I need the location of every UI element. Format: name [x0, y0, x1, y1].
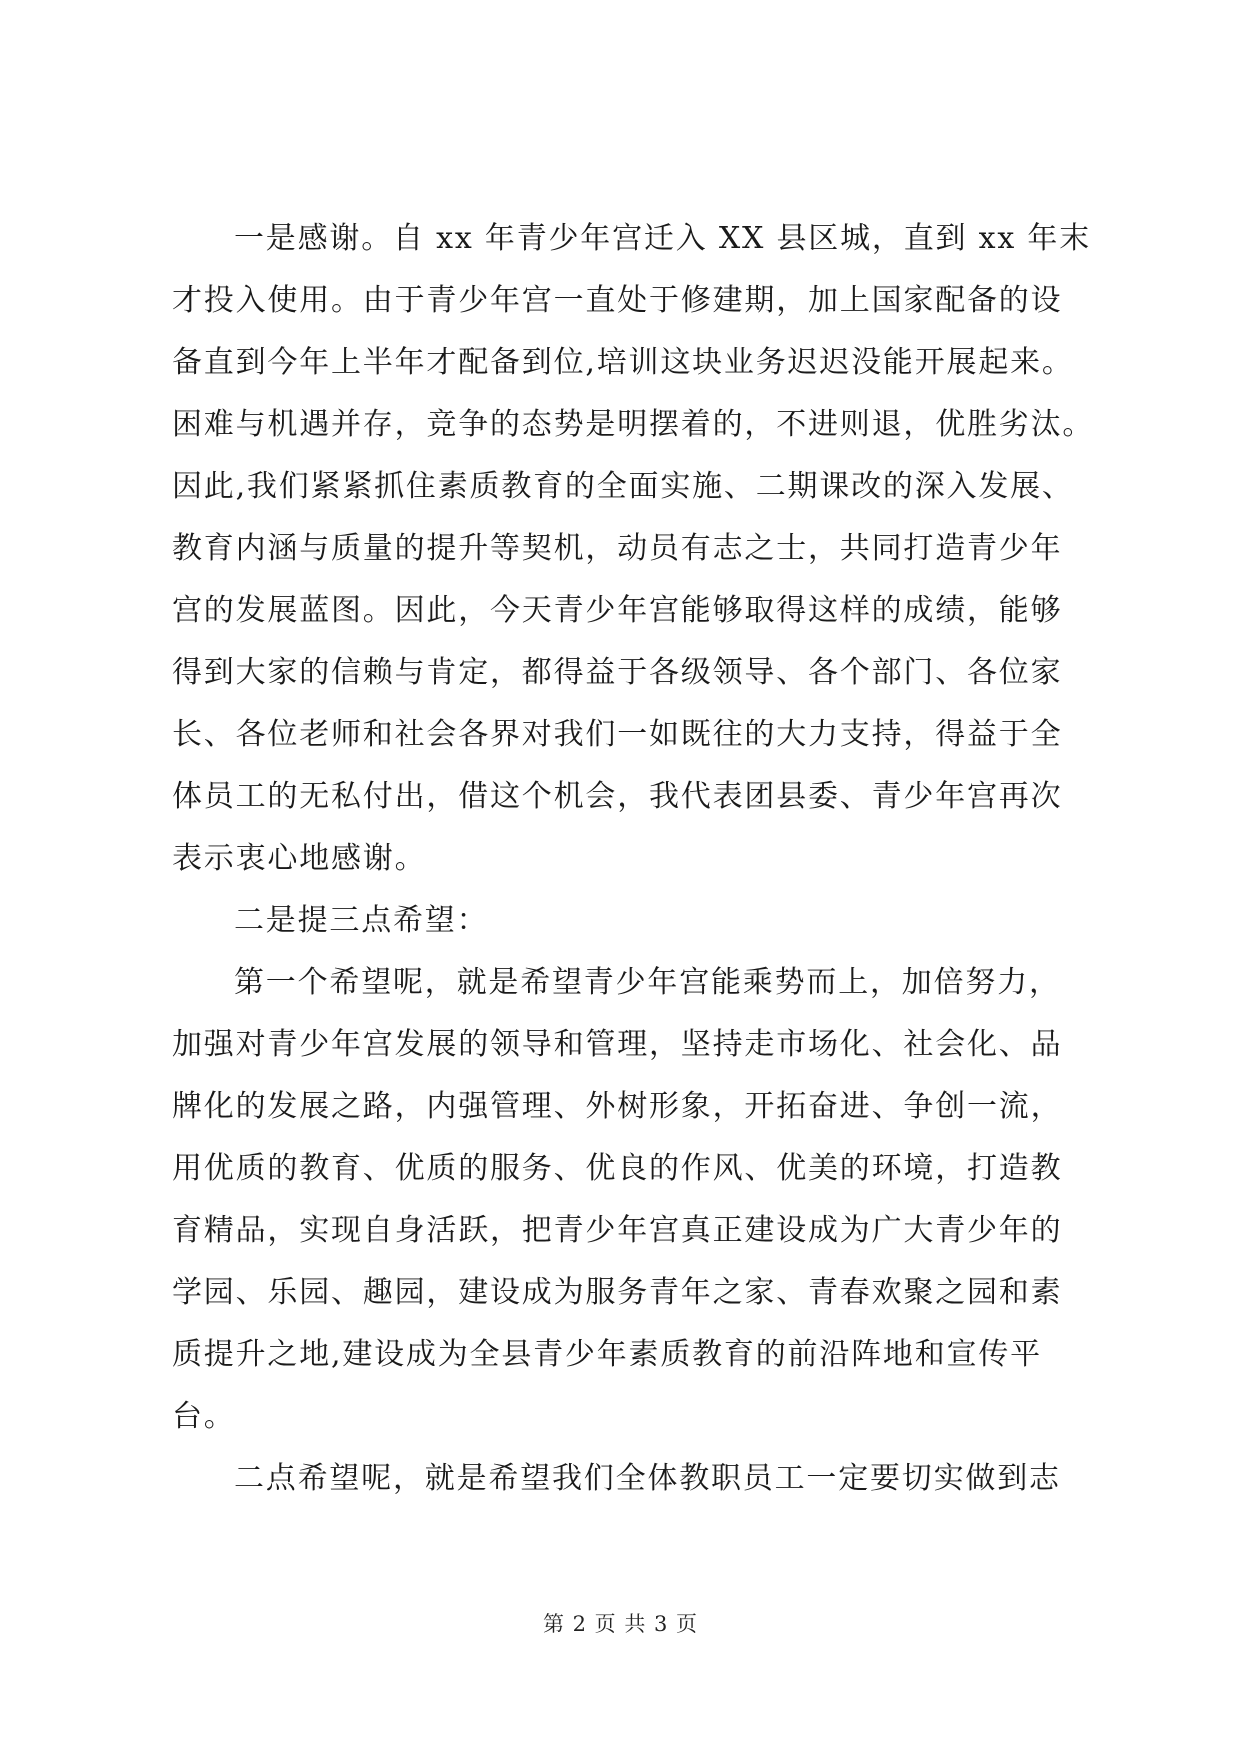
paragraph-line: 加强对青少年宫发展的领导和管理，坚持走市场化、社会化、品	[172, 1027, 1063, 1062]
section-heading: 二是提三点希望：	[234, 903, 489, 938]
paragraph-line: 二点希望呢，就是希望我们全体教职员工一定要切实做到志	[234, 1461, 1061, 1496]
paragraph-line: 用优质的教育、优质的服务、优良的作风、优美的环境，打造教	[172, 1151, 1063, 1186]
paragraph-line: 宫的发展蓝图。因此，今天青少年宫能够取得这样的成绩，能够	[172, 593, 1063, 628]
paragraph-line: 育精品，实现自身活跃，把青少年宫真正建设成为广大青少年的	[172, 1213, 1063, 1248]
paragraph-line: 教育内涵与质量的提升等契机，动员有志之士，共同打造青少年	[172, 531, 1063, 566]
paragraph-line: 困难与机遇并存，竞争的态势是明摆着的，不进则退，优胜劣汰。	[172, 407, 1095, 442]
paragraph-line: 一是感谢。自 xx 年青少年宫迁入 XX 县区城，直到 xx 年末	[234, 221, 1092, 256]
paragraph-line: 台。	[172, 1399, 236, 1434]
paragraph-line: 表示衷心地感谢。	[172, 841, 427, 876]
document-body	[172, 208, 1117, 1510]
paragraph-line: 得到大家的信赖与肯定，都得益于各级领导、各个部门、各位家	[172, 655, 1063, 690]
paragraph-line: 质提升之地,建设成为全县青少年素质教育的前沿阵地和宣传平	[172, 1337, 1042, 1372]
paragraph-line: 因此,我们紧紧抓住素质教育的全面实施、二期课改的深入发展、	[172, 469, 1074, 504]
paragraph-line: 学园、乐园、趣园，建设成为服务青年之家、青春欢聚之园和素	[172, 1275, 1063, 1310]
paragraph-line: 长、各位老师和社会各界对我们一如既往的大力支持，得益于全	[172, 717, 1063, 752]
paragraph-line: 体员工的无私付出，借这个机会，我代表团县委、青少年宫再次	[172, 779, 1063, 814]
paragraph-line: 备直到今年上半年才配备到位,培训这块业务迟迟没能开展起来。	[172, 345, 1074, 380]
page-number-footer: 第 2 页 共 3 页	[542, 1612, 699, 1636]
paragraph-line: 才投入使用。由于青少年宫一直处于修建期，加上国家配备的设	[172, 283, 1063, 318]
paragraph-line: 牌化的发展之路，内强管理、外树形象，开拓奋进、争创一流，	[172, 1089, 1063, 1124]
paragraph-line: 第一个希望呢，就是希望青少年宫能乘势而上，加倍努力，	[234, 965, 1061, 1000]
